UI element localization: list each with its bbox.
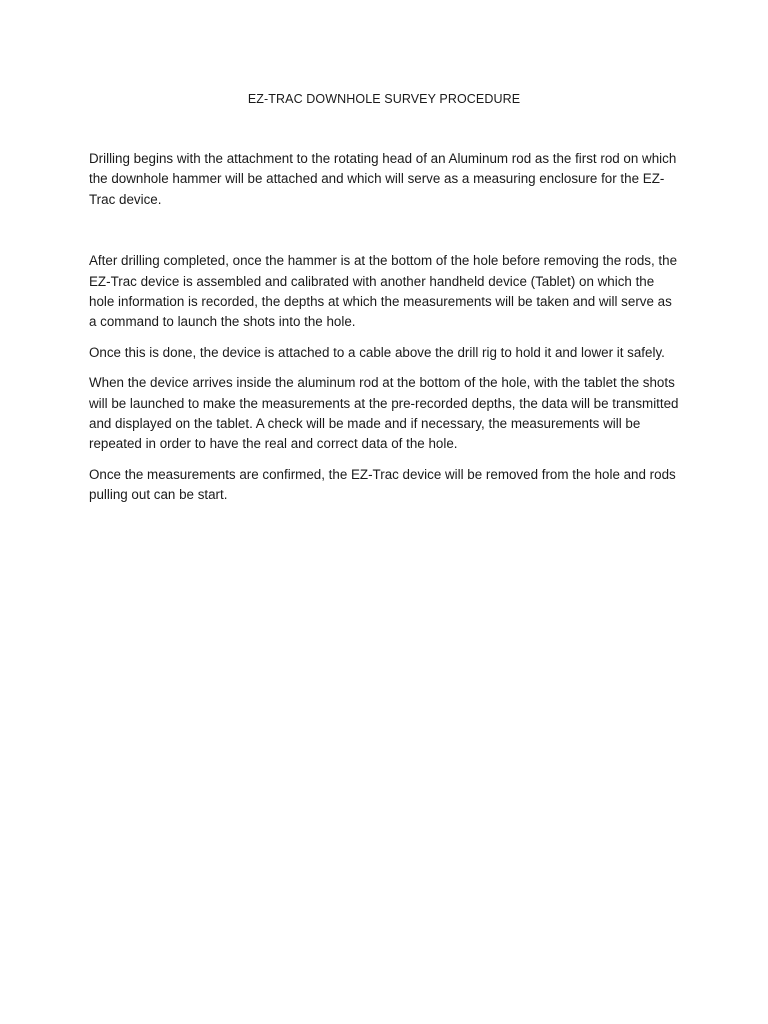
paragraph-after-drilling: After drilling completed, once the hammer is at the bottom of the hole before removing the rods, the EZ-Trac device is assembled and calibrated with another handheld device (Tablet) on which the hole information is recorded, the depths at which the measurements will be taken and will serve as a command to launch the shots into the hole. — [89, 253, 678, 330]
paragraph-measurements-confirmed: Once the measurements are confirmed, the EZ-Trac device will be removed from the hole and rods pulling out can be start. — [89, 466, 676, 503]
paragraph-device-arrives: When the device arrives inside the aluminum rod at the bottom of the hole, with the tablet the shots will be launched to make the measurements at the pre-recorded depths, the data will be transmitted and displayed on the tablet. A check will be made and if necessary, the measurements will be repeated in order to have the real and correct data of the hole. — [89, 375, 679, 452]
document-title: EZ-TRAC DOWNHOLE SURVEY PROCEDURE — [247, 92, 521, 106]
paragraph-device-attached: Once this is done, the device is attached to a cable above the drill rig to hold it and lower it safely. — [89, 344, 665, 360]
paragraph-drilling-begins: Drilling begins with the attachment to the rotating head of an Aluminum rod as the first rod on which the downhole hammer will be attached and which will serve as a measuring enclosure for the EZ-Trac device. — [89, 151, 677, 207]
document-body — [89, 149, 681, 506]
